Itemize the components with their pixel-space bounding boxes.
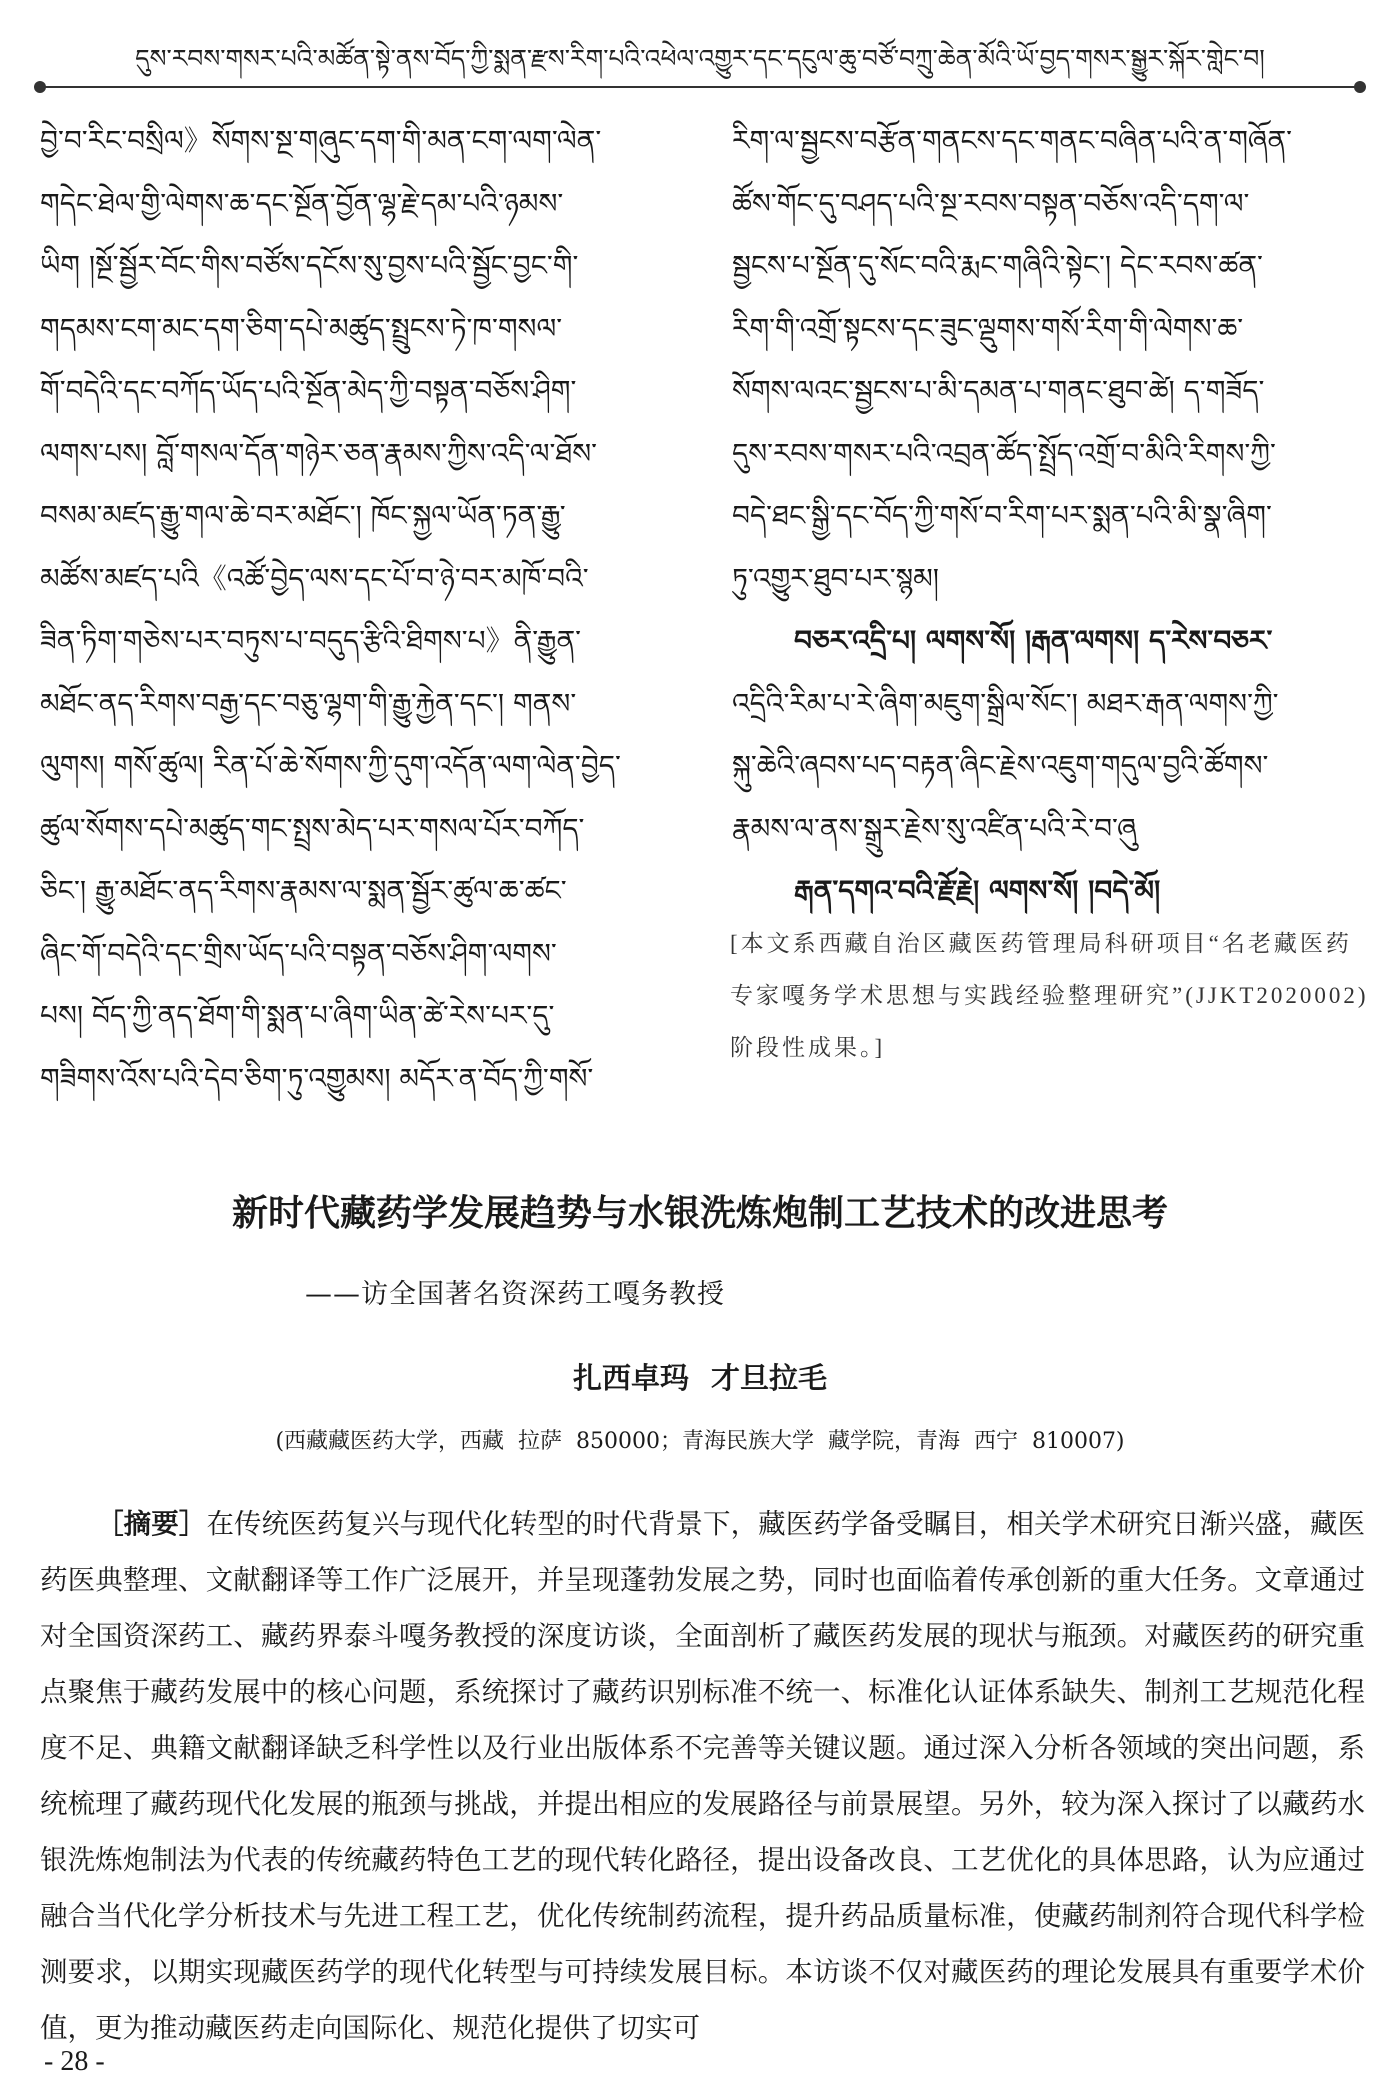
project-funding-note: [本文系西藏自治区藏医药管理局科研项目“名老藏医药专家嘎务学术思想与实践经验整理研究”(JJKT2020002)阶段性成果。] [730, 931, 1369, 1060]
tibetan-line: ཅིང་། རྒྱུ་མཐོང་ནད་རིགས་རྣམས་ལ་སྨན་སྦྱོར་ཚུལ་ཆ་ཚང་ [40, 874, 567, 907]
tibetan-line: ཏུ་འགྱུར་ཐུབ་པར་སྙམ། [732, 561, 940, 595]
tibetan-line: སྐུ་ཆེའི་ཞབས་པད་བརྟན་ཞིང་རྗེས་འཇུག་གདུལ་བྱའི་ཚོགས་ [732, 749, 1269, 782]
header-divider [40, 86, 1360, 88]
tibetan-line: རིག་གི་འགྲོ་སྟངས་དང་ཟུང་ལྡུགས་གསོ་རིག་གི་ལེགས་ཆ་ [732, 311, 1244, 345]
tibetan-line: པས། བོད་ཀྱི་ནད་ཐོག་གི་སྨན་པ་ཞིག་ཡིན་ཚེ་རེས་པར་དུ་ [40, 999, 555, 1032]
abstract-label: ［摘要］ [96, 1508, 207, 1540]
tibetan-line: ལུགས། གསོ་ཚུལ། རིན་པོ་ཆེ་སོགས་ཀྱི་དུག་འདོན་ལག་ལེན་བྱེད་ [40, 749, 621, 782]
tibetan-line: ལགས་པས། བློ་གསལ་དོན་གཉེར་ཅན་རྣམས་ཀྱིས་འདི་ལ་ཐོས་ [40, 436, 598, 470]
tibetan-line: ཟིན་ཏིག་གཅེས་པར་བཏུས་པ་བདུད་རྩིའི་ཐིགས་པ》ནི་རྒྱུན་ [40, 624, 582, 657]
tibetan-line: རྣམས་ལ་ནས་སྒྲུར་རྗེས་སུ་འཛིན་པའི་རེ་བ་ཞུ [732, 811, 1137, 845]
tibetan-line: སྦྱངས་པ་སྔོན་དུ་སོང་བའི་རྨང་གཞིའི་སྟེང་། དེང་རབས་ཚན་ [732, 249, 1263, 282]
article-authors: 扎西卓玛 才旦拉毛 [572, 1361, 828, 1395]
tibetan-line: ཚོས་གོང་དུ་བཤད་པའི་སྔ་རབས་བསྟན་བཅོས་འདི་དག་ལ་ [732, 186, 1250, 220]
author-affiliation: (西藏藏医药大学，西藏 拉萨 850000；青海民族大学 藏学院，青海 西宁 810007) [275, 1429, 1125, 1454]
tibetan-line: གཟིགས་འོས་པའི་དེབ་ཅིག་ཏུ་འགྱུམས། མདོར་ན་བོད་ཀྱི་གསོ་ [40, 1061, 594, 1095]
tibetan-line: བཅར་འདྲི་པ། ལགས་སོ། །རྒན་ལགས། ད་རེས་བཅར་ [794, 624, 1273, 657]
tibetan-right-column [732, 110, 1362, 923]
tibetan-line: རིག་ལ་སྦྱངས་བརྩོན་གནངས་དང་གནང་བཞིན་པའི་ན་གཞོན་ [732, 124, 1293, 157]
tibetan-line: གདམས་ངག་མང་དག་ཅིག་དཔེ་མཚུད་སྤྲུངས་ཏེ་ཁ་གསལ་ [40, 311, 563, 345]
tibetan-closing-line: རྒན་དགའ་བའི་རྗོ་རྗེ། ལགས་སོ། །བདེ་མོ། [794, 874, 1161, 907]
tibetan-line: ཞིང་གོ་བདེའི་དང་གྲིས་ཡོད་པའི་བསྟན་བཅོས་ཤིག་ལགས་ [40, 936, 557, 970]
page-number: - 28 - [44, 2046, 105, 2077]
tibetan-line: གོ་བདེའི་དང་བཀོད་ཡོད་པའི་སྔོན་མེད་ཀྱི་བསྟན་བཅོས་ཤིག་ [40, 374, 577, 407]
tibetan-line: དུས་རབས་གསར་པའི་འབྲན་ཚོད་སྤྲོད་འགྲོ་བ་མིའི་རིགས་ཀྱི་ [732, 436, 1276, 470]
tibetan-line: ཚུལ་སོགས་དཔེ་མཚུད་གང་སྤྲས་མེད་པར་གསལ་པོར་བཀོད་ [40, 811, 585, 845]
tibetan-line: ཡིག །སྔོ་སྦྱོར་བོང་གིས་བཙོས་དངོས་སུ་བྱས་པའི་སྦྱོང་བྱང་གི་ [40, 249, 579, 282]
tibetan-line: མཐོང་ནད་རིགས་བརྒྱ་དང་བཅུ་ལྷག་གི་རྒྱུ་རྐྱེན་དང་། གནས་ [40, 686, 577, 720]
tibetan-line: བསམ་མཛད་རྒྱུ་གལ་ཆེ་བར་མཐོང་། ཁོང་སྐྱལ་ཡོན་ཏན་རྒྱུ་ [40, 499, 566, 532]
tibetan-line: གདེང་ཐེལ་གྱི་ལེགས་ཆ་དང་སྔོན་བྱོན་ལྷ་རྗེ་དམ་པའི་ཉམས་ [40, 186, 564, 220]
running-header: དུས་རབས་གསར་པའི་མཚོན་སྟེ་ནས་བོད་ཀྱི་སྨན་རྫས་རིག་པའི་འཕེལ་འགྱུར་དང་དངུལ་ཆུ་བཙོ་བཀྲུ་ཆེན་མོའི་ཡོ་བྱད་གསར་སྒྱུར་སྐོར་གླེང་བ། [135, 44, 1265, 73]
tibetan-line: མཚོས་མཛད་པའི《འཚོ་བྱེད་ལས་དང་པོ་བ་ཉེ་བར་མཁོ་བའི་ [40, 561, 589, 595]
tibetan-line: བདེ་ཐང་སྒྱི་དང་བོད་ཀྱི་གསོ་བ་རིག་པར་སྨན་པའི་མི་སྣ་ཞིག་ [732, 499, 1272, 532]
abstract-text: 在传统医药复兴与现代化转型的时代背景下，藏医药学备受瞩目，相关学术研究日渐兴盛，藏医药医典整理、文献翻译等工作广泛展开，并呈现蓬勃发展之势，同时也面临着传承创新的重大任务。文章通过对全国资深药工、藏药界泰斗嘎务教授的深度访谈，全面剖析了藏医药发展的现状与瓶颈。对藏医药的研究重点聚焦于藏药发展中的核心问题，系统探讨了藏药识别标准不统一、标准化认证体系缺失、制剂工艺规范化程度不足、典籍文献翻译缺乏科学性以及行业出版体系不完善等关键议题。通过深入分析各领域的突出问题，系统梳理了藏药现代化发展的瓶颈与挑战，并提出相应的发展路径与前景展望。另外，较为深入探讨了以藏药水银洗炼炮制法为代表的传统藏药特色工艺的现代转化路径，提出设备改良、工艺优化的具体思路，认为应通过融合当代化学分析技术与先进工程工艺，优化传统制药流程，提升药品质量标准，使藏药制剂符合现代科学检测要求，以期实现藏医药学的现代化转型与可持续发展目标。本访谈不仅对藏医药的理论发展具有重要学术价值，更为推动藏医药走向国际化、规范化提供了切实可 [40, 1508, 1365, 2044]
tibetan-left-column [40, 110, 690, 1110]
tibetan-line: བྱེ་བ་རིང་བསྲིལ》སོགས་སྔ་གཞུང་དག་གི་མན་ངག་ལག་ལེན་ [40, 124, 602, 157]
abstract [40, 1496, 1365, 2056]
article-title: 新时代藏药学发展趋势与水银洗炼炮制工艺技术的改进思考 [231, 1193, 1168, 1234]
tibetan-line: སོགས་ལའང་སྦྱངས་པ་མི་དམན་པ་གནང་ཐུབ་ཚེ། ད་གཟོད་ [732, 374, 1265, 407]
article-subtitle: ——访全国著名资深药工嘎务教授 [305, 1279, 725, 1310]
tibetan-line: འདྲིའི་རིམ་པ་རེ་ཞིག་མཇུག་སྒྲིལ་སོང་། མཐར་རྒན་ལགས་ཀྱི་ [732, 686, 1279, 720]
